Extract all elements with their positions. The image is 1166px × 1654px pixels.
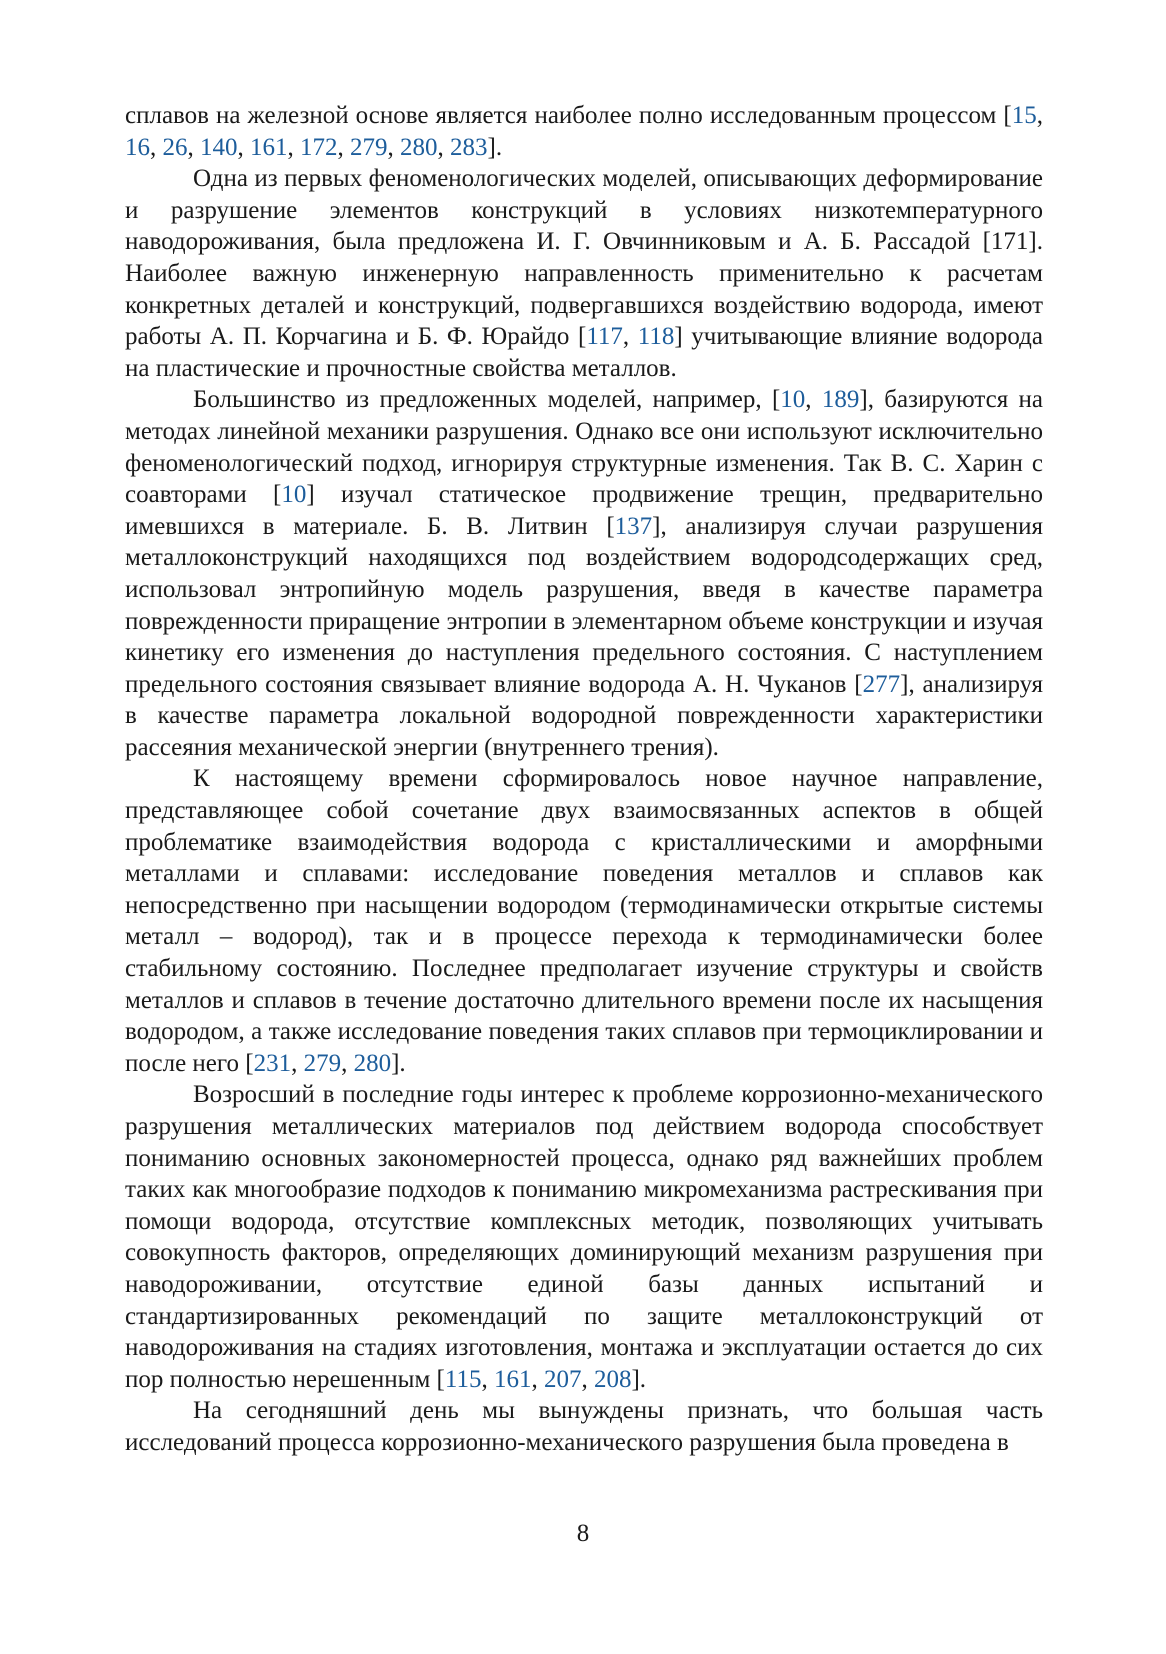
text-run: , — [187, 133, 200, 161]
text-run: , — [481, 1365, 494, 1393]
citation-link[interactable]: 15 — [1011, 102, 1037, 129]
text-run: , — [437, 133, 450, 161]
text-run: ], анализируя в качестве параметра локальной водородной поврежденности характеристики рассеяния механической энергии (внутреннего трения). — [125, 670, 1043, 761]
text-run: К настоящему времени сформировалось новое научное направление, представляющее собой сочетание двух взаимосвязанных аспектов в общей проблематике взаимодействия водорода с кристаллическими и аморфными металлами и сплавами: исследование поведения металлов и сплавов как непосредственно при насыщении водородом (термодинамически открытые системы металл – водород), так и в процессе перехода к термодинамически более стабильному состоянию. Последнее предполагает изучение структуры и свойств металлов и сплавов в течение достаточно длительного времени после их насыщения водородом, а также исследование поведения таких сплавов при термоциклировании и после него [ — [125, 765, 1043, 1077]
citation-link[interactable]: 161 — [493, 1365, 532, 1393]
text-run: , — [581, 1365, 594, 1393]
citation-link[interactable]: 280 — [353, 1049, 392, 1077]
text-run: , — [337, 133, 350, 161]
citation-link[interactable]: 10 — [281, 481, 307, 509]
paragraph — [125, 763, 1043, 1079]
text-run: , — [237, 133, 250, 161]
citation-link[interactable]: 279 — [303, 1049, 342, 1077]
text-run: ]. — [391, 1049, 406, 1077]
citation-link[interactable]: 283 — [450, 133, 488, 161]
text-run: На сегодняшний день мы вынуждены признать, что большая часть исследований процесса коррозионно-механического разрушения была проведена в — [125, 1397, 1043, 1456]
citation-link[interactable]: 161 — [250, 133, 288, 161]
citation-link[interactable]: 279 — [350, 133, 388, 161]
text-run: Одна из первых феноменологических моделей, описывающих деформирование и разрушение элементов конструкций в условиях низкотемпературного наводороживания, была предложена И. Г. Овчинниковым и А. Б. Рассадой [171]. Наиболее важную инженерную направленность применительно к расчетам конкретных деталей и конструкций, подвергавшихся воздействию водорода, имеют работы А. П. Корчагина и Б. Ф. Юрайдо [ — [125, 165, 1043, 351]
paragraph — [125, 1395, 1043, 1458]
text-run: , — [287, 133, 300, 161]
text-run: ], анализируя случаи разрушения металлоконструкций находящихся под воздействием водородсодержащих сред, использовал энтропийную модель разрушения, введя в качестве параметра поврежденности приращение энтропии в элементарном объеме конструкции и изучая кинетику его изменения до наступления предельного состояния. С наступлением предельного состояния связывает влияние водорода А. Н. Чуканов [ — [125, 512, 1043, 698]
citation-link[interactable]: 207 — [543, 1365, 582, 1393]
text-run: ]. — [631, 1365, 647, 1393]
text-run: , — [291, 1049, 304, 1077]
citation-link[interactable]: 208 — [593, 1365, 632, 1393]
citation-link[interactable]: 137 — [614, 512, 653, 540]
page-number: 8 — [576, 1520, 590, 1547]
paragraph — [125, 100, 1043, 163]
body-text — [125, 100, 1043, 1459]
text-run: ] учитывающие влияние водорода на пластические и прочностные свойства металлов. — [125, 323, 1044, 382]
citation-link[interactable]: 189 — [821, 386, 860, 414]
paragraph — [125, 163, 1043, 384]
citation-link[interactable]: 115 — [444, 1365, 482, 1393]
text-run: , — [622, 323, 638, 351]
citation-link[interactable]: 26 — [162, 133, 188, 161]
citation-link[interactable]: 117 — [586, 323, 623, 351]
text-run: , — [387, 133, 400, 161]
text-run: сплавов на железной основе является наиболее полно исследованным процессом [ — [125, 102, 1012, 129]
citation-link[interactable]: 140 — [200, 133, 238, 161]
citation-link[interactable]: 172 — [300, 133, 338, 161]
text-run: , — [150, 133, 163, 161]
text-run: ]. — [487, 133, 503, 161]
citation-link[interactable]: 118 — [637, 323, 675, 351]
citation-link[interactable]: 280 — [400, 133, 438, 161]
citation-link[interactable]: 16 — [125, 133, 150, 161]
text-run: Возросший в последние годы интерес к проблеме коррозионно-механического разрушения металлических материалов под действием водорода способствует пониманию основных закономерностей процесса, однако ряд важнейших проблем таких как многообразие подходов к пониманию микромеханизма растрескивания при помощи водорода, отсутствие комплексных методик, позволяющих учитывать совокупность факторов, определяющих доминирующий механизм разрушения при наводороживании, отсутствие единой базы данных испытаний и стандартизированных рекомендаций по защите металлоконструкций от наводороживания на стадиях изготовления, монтажа и эксплуатации остается до сих пор полностью нерешенным [ — [125, 1081, 1043, 1393]
citation-link[interactable]: 277 — [862, 670, 901, 698]
text-run: Большинство из предложенных моделей, например, [ — [193, 386, 781, 414]
paragraph — [125, 384, 1043, 763]
paragraph — [125, 1079, 1043, 1395]
text-run: ], базируются на методах линейной механики разрушения. Однако все они используют исключительно феноменологический подход, игнорируя структурные изменения. Так В. С. Харин с соавторами [ — [125, 386, 1043, 509]
text-run: ] изучал статическое продвижение трещин, предварительно имевшихся в материале. Б. В. Литвин [ — [125, 481, 1043, 540]
text-run: , — [531, 1365, 544, 1393]
citation-link[interactable]: 231 — [253, 1049, 292, 1077]
citation-link[interactable]: 10 — [780, 386, 806, 414]
text-run: , — [1036, 102, 1043, 129]
text-run: , — [805, 386, 822, 414]
text-run: , — [341, 1049, 354, 1077]
